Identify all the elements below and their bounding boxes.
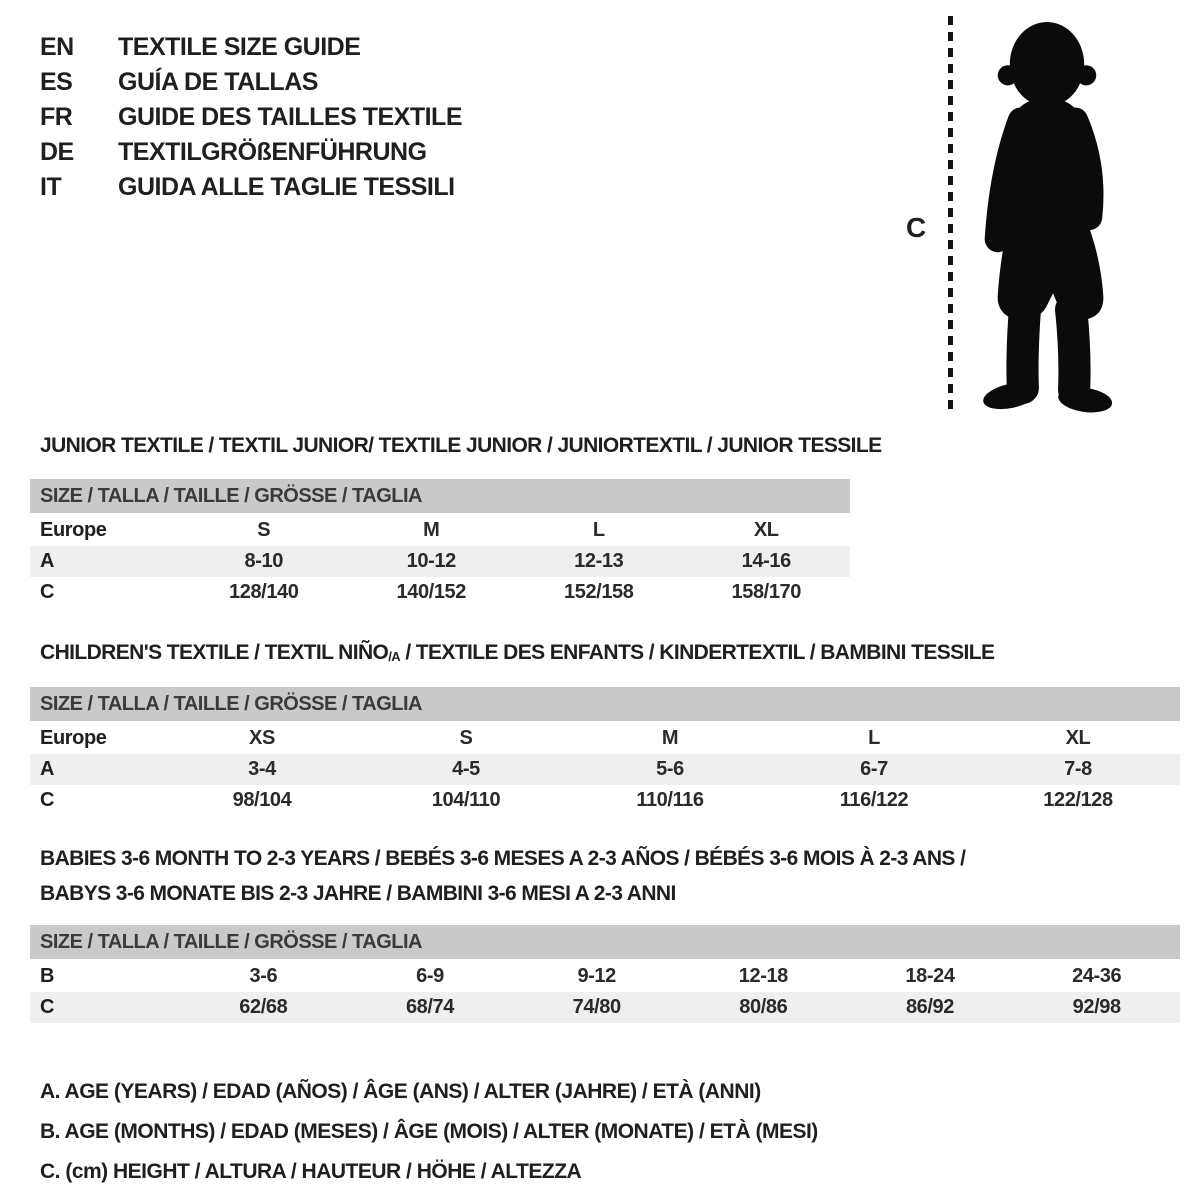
age-cell: 10-12 (406, 550, 456, 572)
language-label: GUIDA ALLE TAGLIE TESSILI (118, 173, 455, 201)
babies-size-header: SIZE / TALLA / TAILLE / GRÖSSE / TAGLIA (30, 925, 1180, 959)
height-cell: 110/116 (636, 789, 704, 811)
row-label: C (40, 789, 55, 811)
legend-notes (40, 1072, 818, 1192)
language-label: GUIDE DES TAILLES TEXTILE (118, 103, 463, 131)
row-label: C (40, 581, 55, 603)
height-cell: 158/170 (731, 581, 801, 603)
junior-section-title: JUNIOR TEXTILE / TEXTIL JUNIOR/ TEXTILE JUNIOR / JUNIORTEXTIL / JUNIOR TESSILE (40, 434, 882, 457)
language-row-fr (40, 100, 462, 135)
language-code: FR (40, 103, 73, 131)
height-cell: 122/128 (1043, 789, 1113, 811)
size-cell: L (592, 519, 605, 541)
babies-section-title (40, 847, 965, 917)
children-size-header: SIZE / TALLA / TAILLE / GRÖSSE / TAGLIA (30, 687, 1180, 721)
children-title-text: / TEXTILE DES ENFANTS / KINDERTEXTIL / BAMBINI TESSILE (400, 641, 995, 664)
language-code: DE (40, 138, 74, 166)
junior-size-table (30, 479, 850, 608)
months-cell: 12-18 (738, 965, 788, 987)
language-title-block (40, 30, 462, 205)
size-cell: M (661, 727, 679, 749)
size-cell: M (423, 519, 440, 541)
children-size-table (30, 687, 1180, 816)
height-cell: 80/86 (739, 996, 788, 1018)
babies-title-line1: BABIES 3-6 MONTH TO 2-3 YEARS / BEBÉS 3-6 MESES A 2-3 AÑOS / BÉBÉS 3-6 MOIS À 2-3 ANS / (40, 847, 966, 870)
table-row-height (30, 785, 1180, 816)
note-age-years: A. AGE (YEARS) / EDAD (AÑOS) / ÂGE (ANS) / ALTER (JAHRE) / ETÀ (ANNI) (40, 1080, 761, 1103)
size-cell: L (868, 727, 880, 749)
table-row-europe (30, 723, 1180, 754)
row-label: C (40, 996, 55, 1018)
height-cell: 116/122 (839, 789, 909, 811)
age-cell: 14-16 (741, 550, 791, 572)
language-label: GUÍA DE TALLAS (118, 68, 318, 96)
toddler-silhouette (966, 12, 1136, 416)
table-row-height (30, 992, 1180, 1023)
babies-title-line2: BABYS 3-6 MONATE BIS 2-3 JAHRE / BAMBINI 3-6 MESI A 2-3 ANNI (40, 882, 676, 905)
age-cell: 4-5 (452, 758, 480, 780)
junior-size-header: SIZE / TALLA / TAILLE / GRÖSSE / TAGLIA (30, 479, 850, 513)
height-cell: 86/92 (905, 996, 955, 1018)
children-title-subscript: /A (388, 649, 401, 664)
months-cell: 6-9 (416, 965, 444, 987)
age-cell: 3-4 (248, 758, 276, 780)
months-cell: 18-24 (905, 965, 955, 987)
language-row-en (40, 30, 462, 65)
language-code: ES (40, 68, 73, 96)
row-label: A (40, 550, 55, 572)
months-cell: 9-12 (577, 965, 616, 987)
language-row-es (40, 65, 462, 100)
age-cell: 8-10 (244, 550, 283, 572)
table-row-age (30, 754, 1180, 785)
row-label: Europe (40, 727, 107, 749)
size-cell: S (257, 519, 271, 541)
age-cell: 7-8 (1064, 758, 1092, 780)
language-row-it (40, 170, 462, 205)
height-cell: 68/74 (405, 996, 455, 1018)
height-cell: 104/110 (431, 789, 501, 811)
language-row-de (40, 135, 462, 170)
height-cell: 74/80 (572, 996, 621, 1018)
height-cell: 98/104 (232, 789, 292, 811)
table-row-age (30, 546, 850, 577)
age-cell: 6-7 (860, 758, 888, 780)
height-cell: 128/140 (229, 581, 299, 603)
months-cell: 24-36 (1072, 965, 1122, 987)
table-row-months (30, 961, 1180, 992)
size-cell: S (459, 727, 473, 749)
children-section-title (40, 641, 994, 665)
height-cell: 92/98 (1072, 996, 1121, 1018)
row-label: Europe (40, 519, 107, 541)
height-cell: 62/68 (239, 996, 288, 1018)
height-measure-dashed-line (948, 16, 953, 416)
note-age-months: B. AGE (MONTHS) / EDAD (MESES) / ÂGE (MOIS) / ALTER (MONATE) / ETÀ (MESI) (40, 1120, 818, 1143)
table-row-height (30, 577, 850, 608)
months-cell: 3-6 (249, 965, 278, 987)
age-cell: 5-6 (656, 758, 684, 780)
language-code: IT (40, 173, 62, 201)
note-height-cm: C. (cm) HEIGHT / ALTURA / HAUTEUR / HÖHE / ALTEZZA (40, 1160, 582, 1183)
babies-size-table (30, 925, 1180, 1023)
height-cell: 152/158 (564, 581, 634, 603)
height-cell: 140/152 (396, 581, 466, 603)
table-row-europe (30, 515, 850, 546)
row-label: A (40, 758, 55, 780)
age-cell: 12-13 (574, 550, 624, 572)
size-cell: XL (753, 519, 779, 541)
language-label: TEXTILE SIZE GUIDE (118, 33, 361, 61)
size-cell: XS (249, 727, 275, 749)
language-label: TEXTILGRÖßENFÜHRUNG (118, 138, 427, 166)
language-code: EN (40, 33, 74, 61)
height-measure-label: C (906, 212, 927, 243)
row-label: B (40, 965, 55, 987)
children-title-text: CHILDREN'S TEXTILE / TEXTIL NIÑO (40, 641, 389, 664)
size-cell: XL (1065, 727, 1091, 749)
